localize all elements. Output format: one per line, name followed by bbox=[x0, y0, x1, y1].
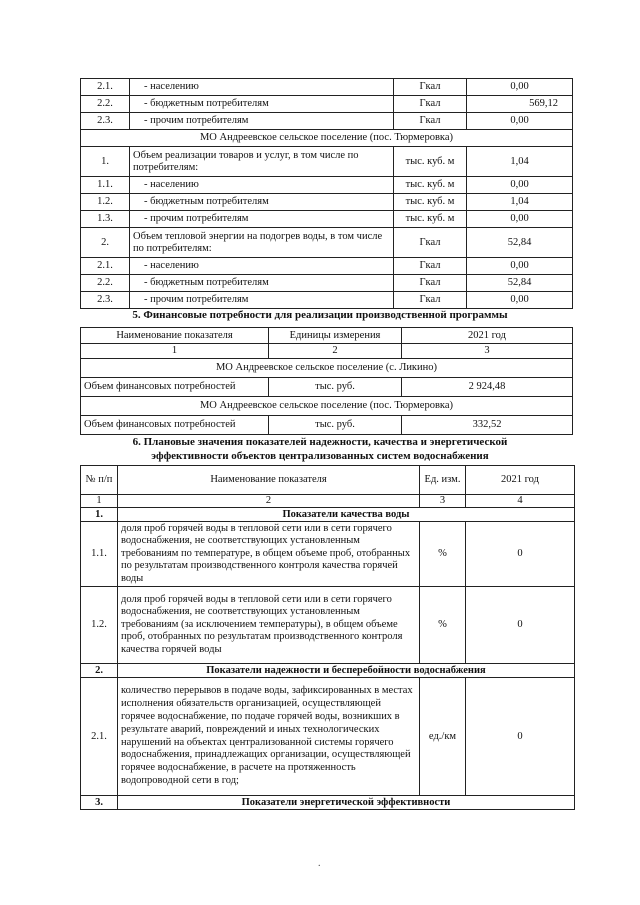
row-value: 0,00 bbox=[467, 79, 573, 96]
group-row bbox=[81, 664, 575, 678]
group-header: МО Андреевское сельское поселение (пос. Тюрмеровка) bbox=[81, 397, 573, 416]
row-value: 52,84 bbox=[467, 275, 573, 292]
row-unit: тыс. руб. bbox=[269, 416, 402, 435]
row-unit: тыс. куб. м bbox=[394, 147, 467, 177]
column-number: 1 bbox=[81, 344, 269, 359]
row-number: 2.3. bbox=[81, 113, 130, 130]
row-unit: % bbox=[420, 522, 466, 587]
row-name: Объем финансовых потребностей bbox=[81, 378, 269, 397]
row-unit: Гкал bbox=[394, 96, 467, 113]
column-number: 4 bbox=[466, 495, 575, 508]
scan-speck: . bbox=[318, 858, 321, 869]
row-number: 2.1. bbox=[81, 678, 118, 796]
table-row bbox=[81, 228, 573, 258]
table-row bbox=[81, 275, 573, 292]
row-unit: Гкал bbox=[394, 292, 467, 309]
row-number: 1.3. bbox=[81, 211, 130, 228]
group-row bbox=[81, 397, 573, 416]
table-row bbox=[81, 194, 573, 211]
row-value: 332,52 bbox=[402, 416, 573, 435]
row-unit: Гкал bbox=[394, 258, 467, 275]
row-number: 2.2. bbox=[81, 275, 130, 292]
table-header-row bbox=[81, 328, 573, 344]
row-name: - бюджетным потребителям bbox=[130, 275, 394, 292]
row-value: 1,04 bbox=[467, 194, 573, 211]
row-value: 0 bbox=[466, 678, 575, 796]
group-number: 1. bbox=[81, 508, 118, 522]
column-header-name: Наименование показателя bbox=[118, 466, 420, 495]
group-title: Показатели энергетической эффективности bbox=[118, 796, 575, 810]
group-number: 3. bbox=[81, 796, 118, 810]
table-row bbox=[81, 292, 573, 309]
finance-table bbox=[80, 327, 573, 435]
row-value: 569,12 bbox=[467, 96, 573, 113]
row-value: 1,04 bbox=[467, 147, 573, 177]
section-6-title-line1: 6. Плановые значения показателей надежности, качества и энергетической bbox=[132, 436, 508, 448]
row-name: Объем реализации товаров и услуг, в том числе по потребителям: bbox=[130, 147, 394, 177]
row-value: 0,00 bbox=[467, 177, 573, 194]
row-name: - населению bbox=[130, 258, 394, 275]
table-header-row bbox=[81, 466, 575, 495]
column-number-row bbox=[81, 344, 573, 359]
row-number: 2.1. bbox=[81, 258, 130, 275]
row-unit: тыс. куб. м bbox=[394, 194, 467, 211]
row-name: - населению bbox=[130, 177, 394, 194]
row-number: 1.1. bbox=[81, 177, 130, 194]
column-header-unit: Ед. изм. bbox=[420, 466, 466, 495]
row-value: 0,00 bbox=[467, 113, 573, 130]
group-row bbox=[81, 796, 575, 810]
column-header-number: № п/п bbox=[81, 466, 118, 495]
table-row bbox=[81, 258, 573, 275]
table-row bbox=[81, 211, 573, 228]
group-row bbox=[81, 508, 575, 522]
column-number: 2 bbox=[118, 495, 420, 508]
row-unit: тыс. куб. м bbox=[394, 211, 467, 228]
row-name: доля проб горячей воды в тепловой сети или в сети горячего водоснабжения, не соответствующих установленным требованиям (за исключением температуры), в общем объеме проб, отобранных по результатам производственного контроля качества горячей воды bbox=[118, 587, 420, 664]
row-name: - бюджетным потребителям bbox=[130, 194, 394, 211]
table-row bbox=[81, 147, 573, 177]
column-header: Единицы измерения bbox=[269, 328, 402, 344]
row-unit: Гкал bbox=[394, 79, 467, 96]
row-number: 1.2. bbox=[81, 194, 130, 211]
row-value: 2 924,48 bbox=[402, 378, 573, 397]
group-header: МО Андреевское сельское поселение (с. Ликино) bbox=[81, 359, 573, 378]
row-unit: Гкал bbox=[394, 113, 467, 130]
table-row bbox=[81, 678, 575, 796]
section-header-row bbox=[81, 130, 573, 147]
row-value: 0,00 bbox=[467, 258, 573, 275]
row-unit: % bbox=[420, 587, 466, 664]
row-value: 0,00 bbox=[467, 292, 573, 309]
row-name: Объем тепловой энергии на подогрев воды, в том числе по потребителям: bbox=[130, 228, 394, 258]
row-name: - бюджетным потребителям bbox=[130, 96, 394, 113]
row-number: 1. bbox=[81, 147, 130, 177]
row-value: 0 bbox=[466, 522, 575, 587]
group-row bbox=[81, 359, 573, 378]
row-number: 2. bbox=[81, 228, 130, 258]
section-header: МО Андреевское сельское поселение (пос. Тюрмеровка) bbox=[81, 130, 573, 147]
row-name: - прочим потребителям bbox=[130, 292, 394, 309]
table-row bbox=[81, 587, 575, 664]
section-6-title-line2: эффективности объектов централизованных систем водоснабжения bbox=[151, 450, 489, 462]
row-unit: Гкал bbox=[394, 228, 467, 258]
column-header-year: 2021 год bbox=[466, 466, 575, 495]
row-value: 0,00 bbox=[467, 211, 573, 228]
row-number: 1.2. bbox=[81, 587, 118, 664]
row-unit: Гкал bbox=[394, 275, 467, 292]
row-number: 2.3. bbox=[81, 292, 130, 309]
group-title: Показатели качества воды bbox=[118, 508, 575, 522]
row-unit: ед./км bbox=[420, 678, 466, 796]
row-name: - населению bbox=[130, 79, 394, 96]
table-row bbox=[81, 113, 573, 130]
row-unit: тыс. куб. м bbox=[394, 177, 467, 194]
column-number: 1 bbox=[81, 495, 118, 508]
top-table bbox=[80, 78, 573, 309]
column-header: 2021 год bbox=[402, 328, 573, 344]
row-name: количество перерывов в подаче воды, зафиксированных в местах исполнения обязательств организацией, осуществляющей горячее водоснабжение, по подаче горячей воды, возникших в результате аварий, повреждений и иных технологических нарушений на объектах централизованной системы горячего водоснабжения, принадлежащих организации, осуществляющей горячее водоснабжение, в расчете на протяженность водопроводной сети в год; bbox=[118, 678, 420, 796]
column-header: Наименование показателя bbox=[81, 328, 269, 344]
group-title: Показатели надежности и бесперебойности водоснабжения bbox=[118, 664, 575, 678]
table-row bbox=[81, 96, 573, 113]
table-row bbox=[81, 522, 575, 587]
row-name: Объем финансовых потребностей bbox=[81, 416, 269, 435]
column-number: 2 bbox=[269, 344, 402, 359]
group-number: 2. bbox=[81, 664, 118, 678]
row-name: - прочим потребителям bbox=[130, 113, 394, 130]
row-name: доля проб горячей воды в тепловой сети или в сети горячего водоснабжения, не соответствующих установленным требованиям по температуре, в общем объеме проб, отобранных по результатам производственного контроля качества горячей воды bbox=[118, 522, 420, 587]
row-number: 1.1. bbox=[81, 522, 118, 587]
indicators-table bbox=[80, 465, 575, 810]
table-row bbox=[81, 416, 573, 435]
table-row bbox=[81, 177, 573, 194]
row-number: 2.2. bbox=[81, 96, 130, 113]
row-number: 2.1. bbox=[81, 79, 130, 96]
table-row bbox=[81, 378, 573, 397]
table-row bbox=[81, 79, 573, 96]
row-value: 0 bbox=[466, 587, 575, 664]
row-name: - прочим потребителям bbox=[130, 211, 394, 228]
column-number: 3 bbox=[420, 495, 466, 508]
row-value: 52,84 bbox=[467, 228, 573, 258]
column-number: 3 bbox=[402, 344, 573, 359]
column-number-row bbox=[81, 495, 575, 508]
row-unit: тыс. руб. bbox=[269, 378, 402, 397]
section-5-title: 5. Финансовые потребности для реализации производственной программы bbox=[132, 309, 508, 321]
